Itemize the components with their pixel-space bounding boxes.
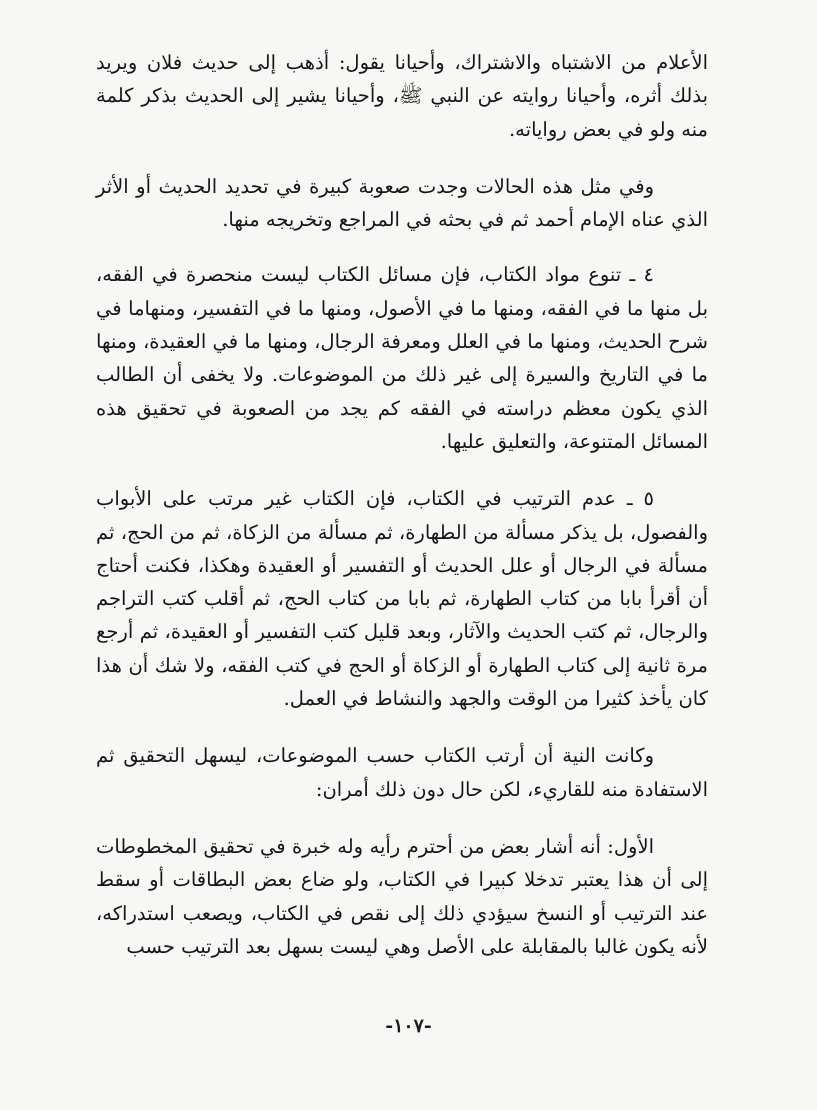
paragraph-4: ٥ ـ عدم الترتيب في الكتاب، فإن الكتاب غير مرتب على الأبواب والفصول، بل يذكر مسألة من الطهارة، ثم مسألة من الزكاة، ثم من الحج، ثم مسألة في الرجال أو علل الحديث أو التفسير أو العقيدة وهكذا، فكنت أحتاج أن أقرأ بابا من كتاب الطهارة، ثم بابا من كتاب الحج، ثم أقلب كتب التراجم والرجال، ثم كتب الحديث والآثار، وبعد قليل كتب التفسير أو العقيدة، ثم أرجع مرة ثانية إلى كتاب الطهارة أو الزكاة أو الحج في كتب الفقه، ولا شك أن هذا كان يأخذ كثيرا من الوقت والجهد والنشاط في العمل.	[96, 487, 708, 711]
page-text-block	[96, 46, 708, 1056]
paragraph-3: ٤ ـ تنوع مواد الكتاب، فإن مسائل الكتاب ليست منحصرة في الفقه، بل منها ما في الفقه، ومنها ما في الأصول، ومنها ما في التفسير، ومنهاما في شرح الحديث، ومنها ما في العلل ومعرفة الرجال، ومنها ما في العقيدة، ومنها ما في التاريخ والسيرة إلى غير ذلك من الموضوعات. ولا يخفى أن الطالب الذي يكون معظم دراسته في الفقه كم يجد من الصعوبة في تحقيق هذه المسائل المتنوعة، والتعليق عليها.	[96, 263, 708, 453]
paragraph-5: وكانت النية أن أرتب الكتاب حسب الموضوعات، ليسهل التحقيق ثم الاستفادة منه للقاريء، لكن حال دون ذلك أمران:	[96, 744, 708, 801]
page-number: -١٠٧-	[385, 1015, 432, 1037]
paragraph-1: الأعلام من الاشتباه والاشتراك، وأحيانا يقول: أذهب إلى حديث فلان ويريد بذلك أثره، وأحيانا روايته عن النبي ﷺ، وأحيانا يشير إلى الحديث بذكر كلمة منه ولو في بعض رواياته.	[96, 51, 708, 141]
paragraph-6: الأول: أنه أشار بعض من أحترم رأيه وله خبرة في تحقيق المخطوطات إلى أن هذا يعتبر تدخلا كبيرا في الكتاب، ولو ضاع بعض البطاقات أو سقط عند الترتيب أو النسخ سيؤدي ذلك إلى نقص في الكتاب، ويصعب استدراكه، لأنه يكون غالبا بالمقابلة على الأصل وهي ليست بسهل بعد الترتيب حسب	[96, 834, 708, 958]
paragraph-2: وفي مثل هذه الحالات وجدت صعوبة كبيرة في تحديد الحديث أو الأثر الذي عناه الإمام أحمد ثم في بحثه في المراجع وتخريجه منها.	[96, 174, 708, 232]
